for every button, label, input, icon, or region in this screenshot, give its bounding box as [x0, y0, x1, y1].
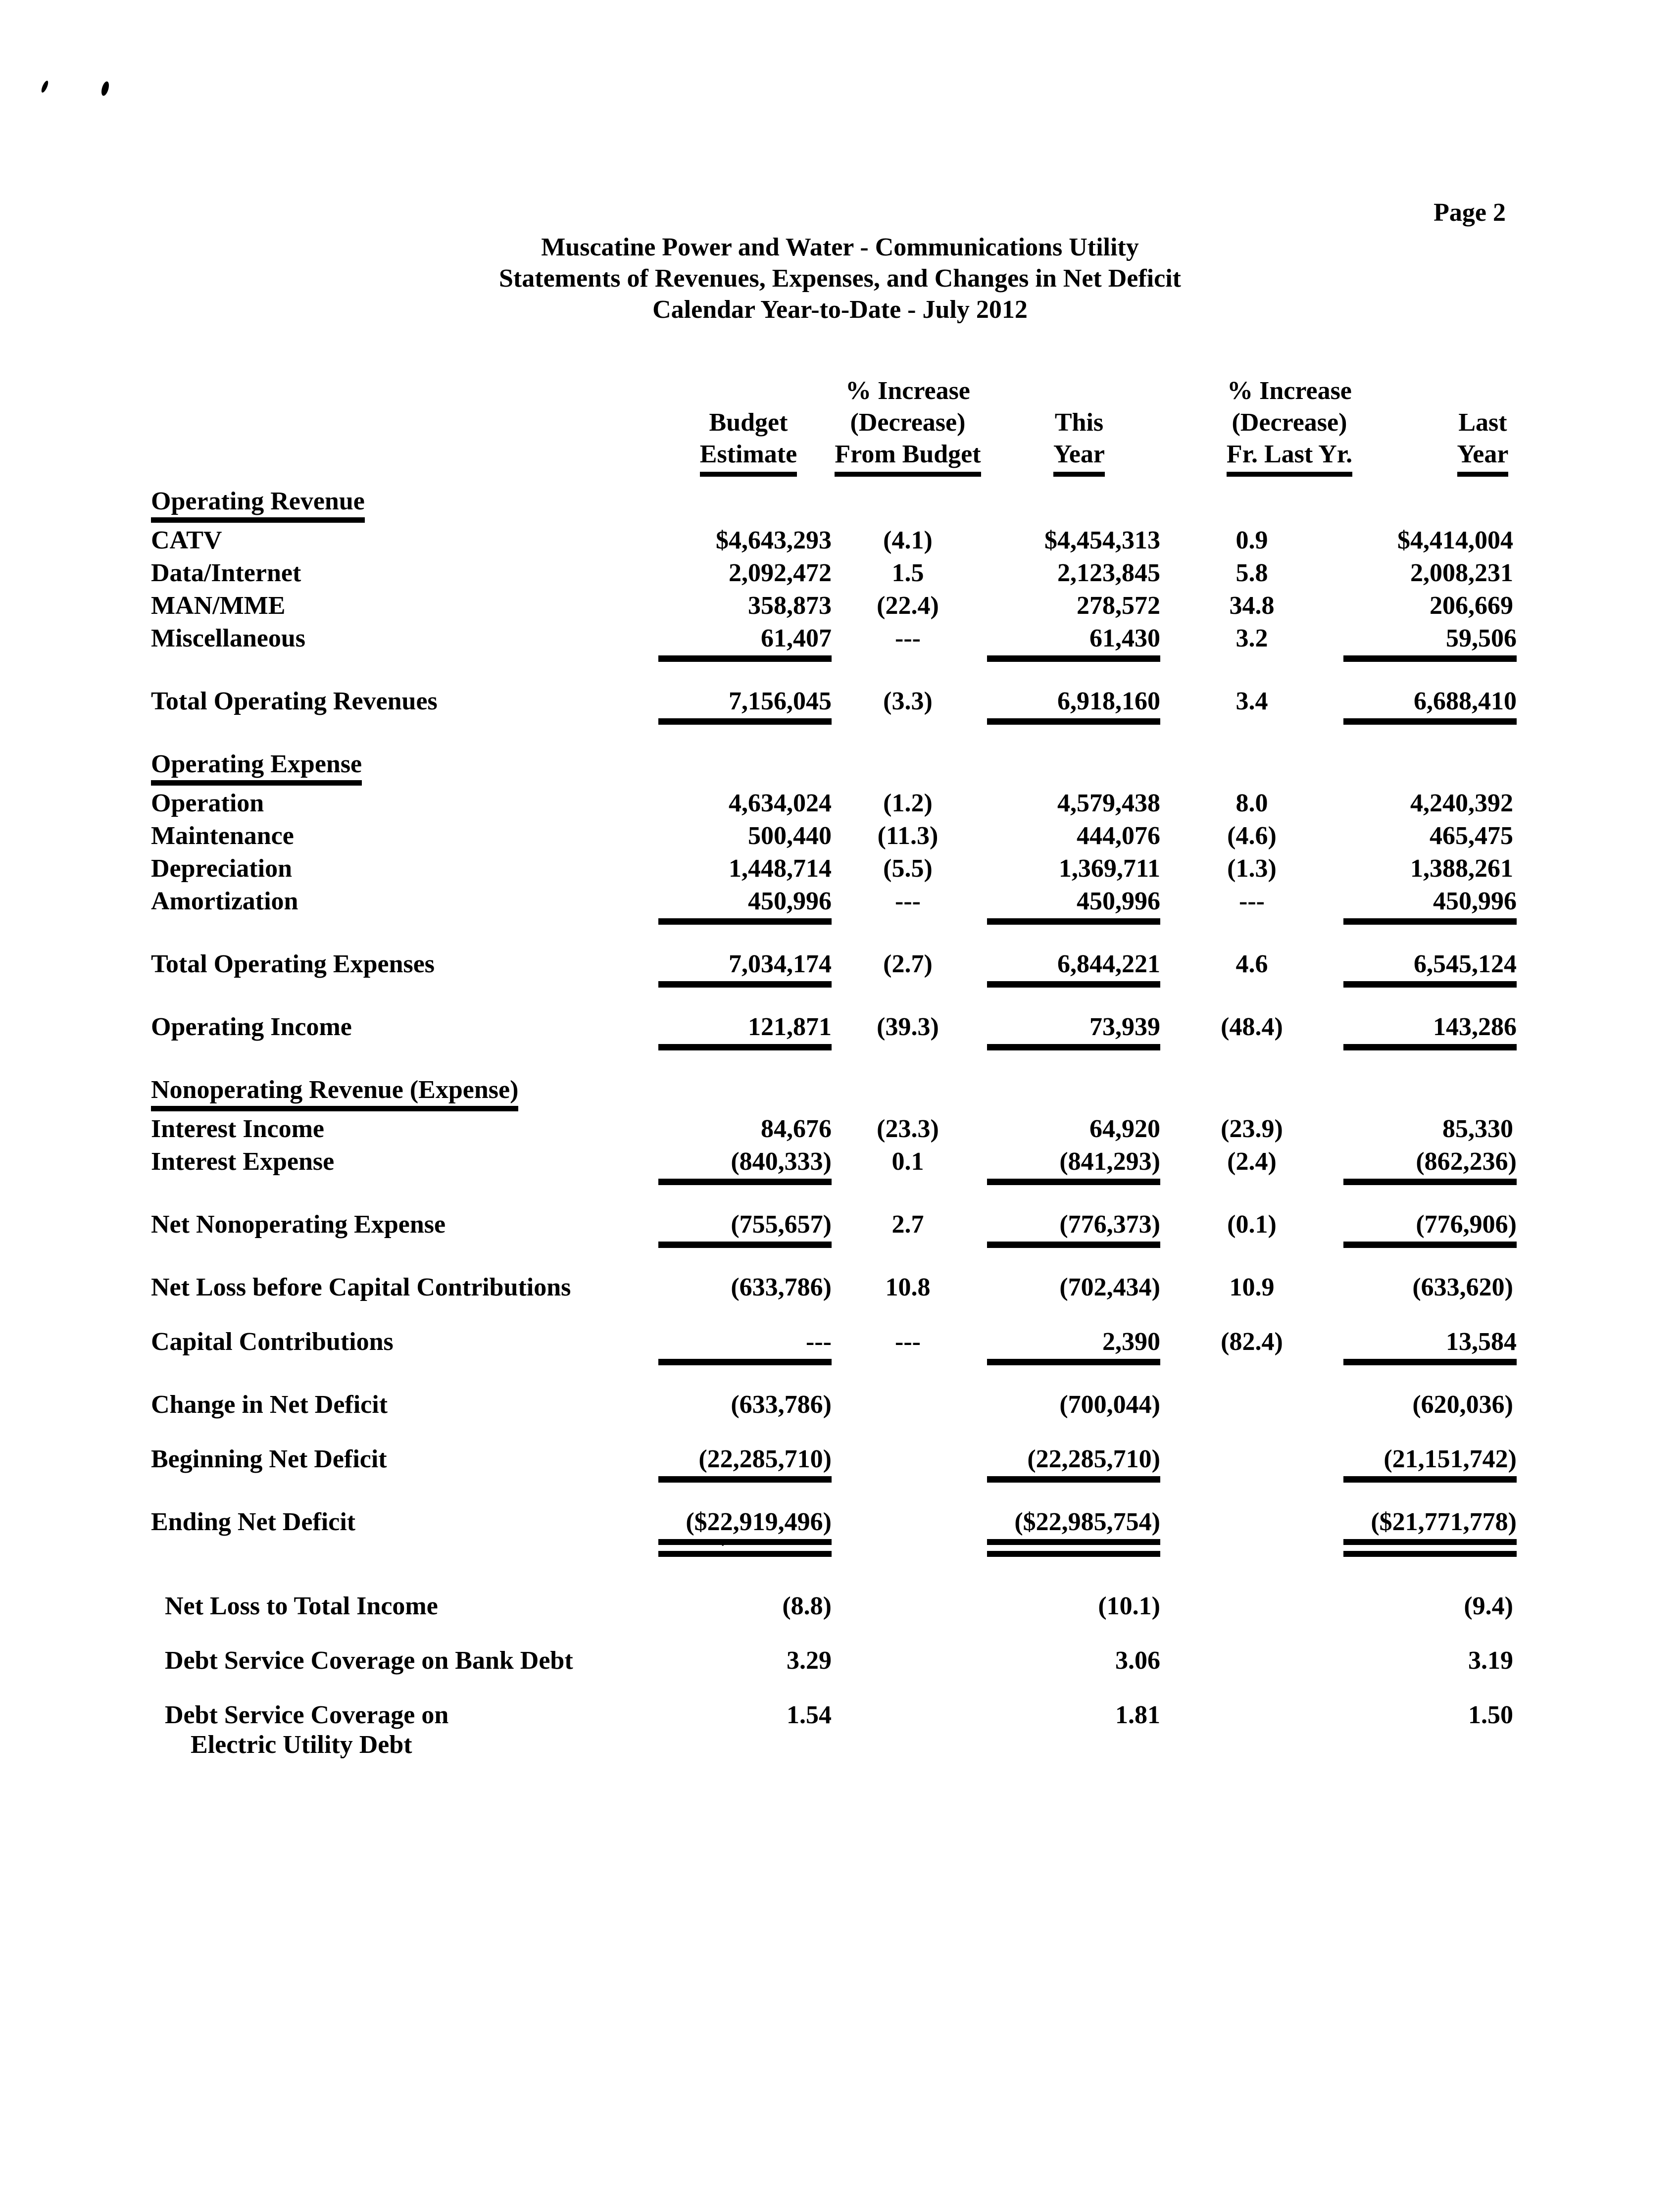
- cell-pct-fr-last-yr: 5.8: [1235, 559, 1268, 587]
- header-pct-from-budget-bottom: From Budget: [832, 439, 984, 477]
- cell-pct-from-budget: 10.8: [885, 1273, 931, 1301]
- document-subtitle: Statements of Revenues, Expenses, and Changes in Net Deficit: [499, 264, 1181, 293]
- table-row: [151, 624, 1517, 662]
- cell-this-year: 2,123,845: [1057, 559, 1160, 587]
- cell-pct-fr-last-yr: 4.6: [1235, 950, 1268, 978]
- header-pct-fr-last-yr-bottom: Fr. Last Yr.: [1198, 439, 1381, 477]
- header-this-year-mid: This: [1054, 408, 1104, 437]
- cell-budget-estimate: 121,871: [624, 1012, 832, 1050]
- table-header: [151, 375, 1513, 477]
- cell-last-year: 6,688,410: [1343, 687, 1513, 725]
- cell-last-year: 59,506: [1343, 624, 1513, 662]
- table-row: [151, 949, 1517, 988]
- table-rows: [151, 487, 1517, 1760]
- cell-budget-estimate: 358,873: [748, 592, 832, 620]
- cell-last-year: (776,906): [1343, 1210, 1513, 1248]
- cell-budget-estimate: 4,634,024: [729, 789, 832, 817]
- cell-budget-estimate: 450,996: [624, 887, 832, 925]
- cell-pct-fr-last-yr: (2.4): [1227, 1147, 1277, 1176]
- table-row: [151, 1700, 1513, 1760]
- document-title: Muscatine Power and Water - Communications Utility: [541, 233, 1139, 261]
- cell-budget-estimate: (8.8): [782, 1592, 832, 1620]
- cell-this-year: (841,293): [984, 1147, 1160, 1185]
- table-header-row-bottom: [151, 439, 1513, 477]
- table-row: [151, 789, 1513, 818]
- row-label: Amortization: [151, 887, 298, 915]
- cell-pct-from-budget: 2.7: [891, 1210, 924, 1239]
- row-label: Data/Internet: [151, 559, 301, 587]
- cell-pct-from-budget: ---: [895, 624, 921, 652]
- row-label: Depreciation: [151, 854, 292, 883]
- header-budget-estimate-top: [644, 375, 852, 407]
- row-label: Total Operating Expenses: [151, 950, 435, 978]
- section-header-row: [151, 487, 1513, 523]
- row-label: Ending Net Deficit: [151, 1508, 356, 1536]
- cell-pct-fr-last-yr: (0.1): [1227, 1210, 1277, 1239]
- header-spacer: [151, 407, 624, 439]
- cell-pct-fr-last-yr: 0.9: [1235, 526, 1268, 554]
- cell-this-year: (700,044): [1059, 1391, 1160, 1419]
- cell-last-year: 450,996: [1343, 887, 1513, 925]
- row-label: MAN/MME: [151, 592, 286, 620]
- header-budget-estimate-mid: Budget: [709, 408, 788, 437]
- cell-pct-from-budget: (1.2): [883, 789, 933, 817]
- cell-last-year: 3.19: [1468, 1646, 1513, 1675]
- section-title: Operating Expense: [151, 749, 1513, 786]
- table-row: [151, 1114, 1513, 1144]
- row-label: Maintenance: [151, 822, 294, 850]
- row-label: Interest Income: [151, 1115, 324, 1143]
- cell-budget-estimate: ($22,919,496): [624, 1507, 832, 1557]
- cell-pct-fr-last-yr: (4.6): [1227, 822, 1277, 850]
- cell-this-year: 1.81: [1115, 1701, 1160, 1729]
- cell-last-year: 143,286: [1343, 1012, 1513, 1050]
- cell-last-year: 4,240,392: [1410, 789, 1513, 817]
- row-label: Capital Contributions: [151, 1328, 394, 1356]
- cell-this-year: 444,076: [1077, 822, 1160, 850]
- table-header-row-top: [151, 375, 1513, 407]
- row-label: Beginning Net Deficit: [151, 1445, 387, 1473]
- cell-this-year: 73,939: [984, 1012, 1160, 1050]
- header-pct-from-budget-mid: (Decrease): [850, 408, 966, 437]
- row-label: Net Nonoperating Expense: [151, 1210, 446, 1239]
- cell-pct-from-budget: (22.4): [877, 592, 939, 620]
- section-header-row: [151, 749, 1513, 786]
- cell-this-year: (776,373): [984, 1210, 1160, 1248]
- cell-this-year: ($22,985,754): [984, 1507, 1160, 1557]
- table-row: [151, 1147, 1517, 1185]
- table-row: [151, 1210, 1517, 1248]
- cell-budget-estimate: $4,643,293: [716, 526, 832, 554]
- page-number: Page 2: [1433, 199, 1506, 227]
- cell-last-year: 6,545,124: [1343, 949, 1513, 988]
- cell-budget-estimate: (633,786): [731, 1391, 832, 1419]
- table-row: [151, 526, 1513, 555]
- cell-pct-from-budget: (2.7): [883, 950, 933, 978]
- cell-pct-fr-last-yr: (1.3): [1227, 854, 1277, 883]
- cell-this-year: 6,918,160: [984, 687, 1160, 725]
- row-label: Debt Service Coverage on Bank Debt: [165, 1646, 573, 1675]
- cell-last-year: 13,584: [1343, 1327, 1513, 1365]
- cell-last-year: 2,008,231: [1410, 559, 1513, 587]
- table-row: [151, 887, 1517, 925]
- cell-pct-from-budget: (23.3): [877, 1115, 939, 1143]
- title-block: [0, 232, 1680, 325]
- cell-this-year: (10.1): [1098, 1592, 1160, 1620]
- cell-last-year: (862,236): [1343, 1147, 1513, 1185]
- cell-budget-estimate: (840,333): [624, 1147, 832, 1185]
- scan-artifact: [100, 81, 110, 97]
- cell-budget-estimate: 7,034,174: [624, 949, 832, 988]
- header-spacer: [151, 375, 624, 407]
- cell-budget-estimate: 500,440: [748, 822, 832, 850]
- header-last-year-top: [1398, 375, 1568, 407]
- cell-this-year: 64,920: [1089, 1115, 1160, 1143]
- header-pct-fr-last-yr-mid: (Decrease): [1232, 408, 1347, 437]
- table-row: [151, 1507, 1517, 1557]
- table-row: [151, 558, 1513, 588]
- cell-pct-fr-last-yr: ---: [1239, 887, 1265, 915]
- header-pct-fr-last-yr-top: % Increase: [1227, 377, 1352, 405]
- row-label: CATV: [151, 526, 222, 554]
- cell-this-year: $4,454,313: [1044, 526, 1160, 554]
- table-row: [151, 1646, 1513, 1676]
- cell-pct-fr-last-yr: 10.9: [1229, 1273, 1275, 1301]
- cell-this-year: 3.06: [1115, 1646, 1160, 1675]
- row-label: Change in Net Deficit: [151, 1391, 388, 1419]
- header-last-year-bottom: Year: [1398, 439, 1568, 477]
- cell-pct-fr-last-yr: 8.0: [1235, 789, 1268, 817]
- cell-pct-fr-last-yr: 3.4: [1235, 687, 1268, 715]
- cell-budget-estimate: 84,676: [761, 1115, 832, 1143]
- cell-budget-estimate: 61,407: [624, 624, 832, 662]
- row-label: Operation: [151, 789, 264, 817]
- table-row: [151, 1327, 1517, 1365]
- table-row: [151, 821, 1513, 851]
- section-title: Operating Revenue: [151, 487, 1513, 523]
- cell-last-year: 1.50: [1468, 1701, 1513, 1729]
- cell-budget-estimate: ---: [624, 1327, 832, 1365]
- cell-last-year: (633,620): [1412, 1273, 1513, 1301]
- cell-pct-fr-last-yr: (82.4): [1221, 1328, 1283, 1356]
- header-pct-from-budget-top: % Increase: [845, 377, 970, 405]
- cell-pct-from-budget: (4.1): [883, 526, 933, 554]
- cell-this-year: 2,390: [984, 1327, 1160, 1365]
- cell-last-year: (21,151,742): [1343, 1444, 1513, 1483]
- row-label: Total Operating Revenues: [151, 687, 438, 715]
- cell-pct-from-budget: (11.3): [877, 822, 939, 850]
- cell-budget-estimate: 1,448,714: [729, 854, 832, 883]
- cell-pct-from-budget: 1.5: [891, 559, 924, 587]
- cell-last-year: 465,475: [1430, 822, 1513, 850]
- table-row: [151, 1012, 1517, 1050]
- scan-artifact: [40, 80, 49, 93]
- cell-this-year: (702,434): [1059, 1273, 1160, 1301]
- cell-this-year: 450,996: [984, 887, 1160, 925]
- cell-this-year: 1,369,711: [1058, 854, 1160, 883]
- cell-this-year: 278,572: [1077, 592, 1160, 620]
- table-row: [151, 1390, 1513, 1420]
- cell-budget-estimate: 1.54: [787, 1701, 832, 1729]
- cell-budget-estimate: 7,156,045: [624, 687, 832, 725]
- document-period: Calendar Year-to-Date - July 2012: [652, 296, 1028, 324]
- header-last-year-mid: Last: [1458, 408, 1507, 437]
- table-row: [151, 1273, 1513, 1302]
- table-row: [151, 1592, 1513, 1621]
- cell-last-year: (9.4): [1464, 1592, 1513, 1620]
- table-header-row-mid: [151, 407, 1513, 439]
- table-row: [151, 1444, 1517, 1483]
- cell-last-year: $4,414,004: [1397, 526, 1513, 554]
- cell-last-year: 85,330: [1442, 1115, 1513, 1143]
- cell-budget-estimate: 2,092,472: [729, 559, 832, 587]
- table-row: [151, 591, 1513, 621]
- header-this-year-top: [991, 375, 1167, 407]
- section-title: Nonoperating Revenue (Expense): [151, 1075, 1513, 1111]
- cell-pct-fr-last-yr: 3.2: [1235, 624, 1268, 652]
- cell-pct-fr-last-yr: (48.4): [1221, 1013, 1283, 1041]
- header-this-year-bottom: Year: [991, 439, 1167, 477]
- row-label: Miscellaneous: [151, 624, 305, 652]
- header-budget-estimate-bottom: Estimate: [644, 439, 852, 477]
- cell-budget-estimate: (22,285,710): [624, 1444, 832, 1483]
- cell-pct-from-budget: (3.3): [883, 687, 933, 715]
- cell-pct-from-budget: (39.3): [877, 1013, 939, 1041]
- cell-last-year: (620,036): [1412, 1391, 1513, 1419]
- row-label: Interest Expense: [151, 1147, 335, 1176]
- cell-budget-estimate: (755,657): [624, 1210, 832, 1248]
- row-label: Operating Income: [151, 1013, 352, 1041]
- cell-this-year: 4,579,438: [1057, 789, 1160, 817]
- cell-budget-estimate: 3.29: [787, 1646, 832, 1675]
- cell-pct-from-budget: (5.5): [883, 854, 933, 883]
- financial-statement-table: [151, 375, 1517, 1760]
- cell-pct-from-budget: 0.1: [891, 1147, 924, 1176]
- cell-pct-from-budget: ---: [895, 887, 921, 915]
- cell-pct-fr-last-yr: (23.9): [1221, 1115, 1283, 1143]
- cell-budget-estimate: (633,786): [731, 1273, 832, 1301]
- section-header-row: [151, 1075, 1513, 1111]
- cell-last-year: 1,388,261: [1410, 854, 1513, 883]
- header-spacer: [151, 439, 624, 477]
- row-label: Net Loss before Capital Contributions: [151, 1273, 571, 1301]
- row-label: Net Loss to Total Income: [165, 1592, 438, 1620]
- table-row: [151, 854, 1513, 884]
- cell-this-year: 6,844,221: [984, 949, 1160, 988]
- cell-last-year: ($21,771,778): [1343, 1507, 1513, 1557]
- cell-pct-fr-last-yr: 34.8: [1229, 592, 1275, 620]
- cell-this-year: 61,430: [984, 624, 1160, 662]
- cell-this-year: (22,285,710): [984, 1444, 1160, 1483]
- row-label: Debt Service Coverage on Electric Utility Debt: [165, 1701, 449, 1759]
- table-row: [151, 687, 1517, 725]
- cell-pct-from-budget: ---: [895, 1328, 921, 1356]
- cell-last-year: 206,669: [1430, 592, 1513, 620]
